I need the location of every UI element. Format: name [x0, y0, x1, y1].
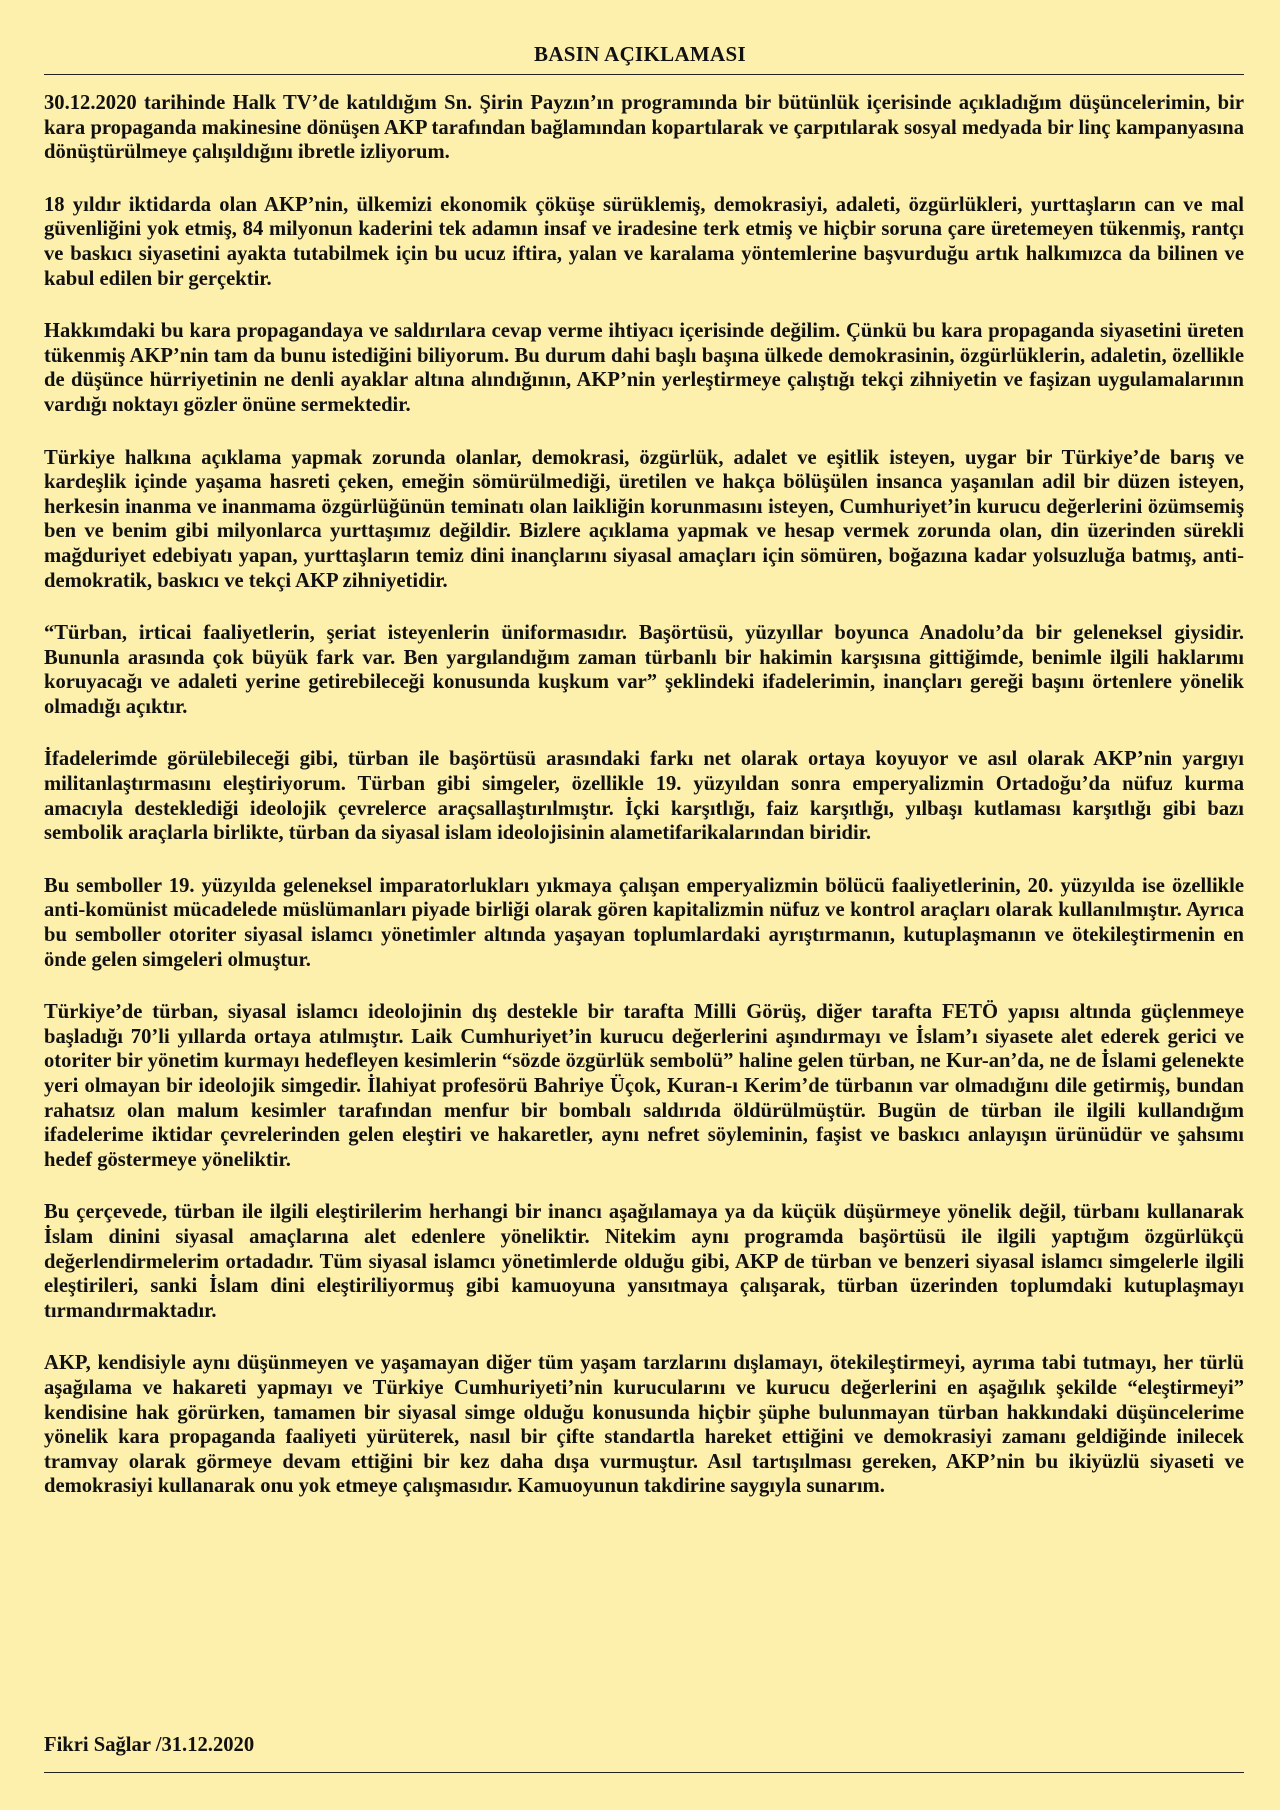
paragraph-5: “Türban, irticai faaliyetlerin, şeriat isteyenlerin üniformasıdır. Başörtüsü, yüzyıllar boyunca Anadolu’da bir geleneksel giysidir. Bununla arasında çok büyük fark var. Ben yargılandığım zaman türbanlı bir hakimin karşısına gittiğimde, benimle ilgili haklarımı koruyacağı ve adaleti yerine getirebileceği konusunda kuşkum var” şeklindeki ifadelerimin, inançları gereği başını örtenlere yönelik olmadığı açıktır. — [44, 622, 1244, 718]
paragraph-8: Türkiye’de türban, siyasal islamcı ideolojinin dış destekle bir tarafta Milli Görüş, diğer tarafta FETÖ yapısı altında güçlenmeye başladığı 70’li yıllarda ortaya atılmıştır. Laik Cumhuriyet’in kurucu değerlerini aşındırmayı ve İslam’ı siyasete alet ederek gerici ve otoriter bir yönetim kurmayı hedefleyen kesimlerin “sözde özgürlük sembolü” haline gelen türban, ne Kur-an’da, ne de İslami gelenekte yeri olmayan bir ideolojik simgedir. İlahiyat profesörü Bahriye Üçok, Kuran-ı Kerim’de türbanın var olmadığını dile getirmiş, bundan rahatsız olan malum kesimler tarafından menfur bir bombalı saldırıda öldürülmüştür. Bugün de türban ile ilgili kullandığım ifadelerime iktidar çevrelerinden gelen eleştiri ve hakaretler, aynı nefret söyleminin, faşist ve baskıcı anlayışın ürünüdür ve şahsımı hedef göstermeye yöneliktir. — [44, 1001, 1244, 1171]
paragraph-10: AKP, kendisiyle aynı düşünmeyen ve yaşamayan diğer tüm yaşam tarzlarını dışlamayı, ötekileştirmeyi, ayrıma tabi tutmayı, her türlü aşağılama ve hakareti yapmayı ve Türkiye Cumhuriyeti’nin kurucularını ve kurucu değerlerini en aşağılık şekilde “eleştirmeyi” kendisine hak görürken, tamamen bir siyasal simge olduğu konusunda hiçbir şüphe bulunmayan türban hakkındaki düşüncelerime yönelik kara propaganda faaliyeti yürüterek, nasıl bir çifte standartla hareket ettiğini ve demokrasiyi zamanı geldiğinde inilecek tramvay olarak görmeye devam ettiğini bir kez daha dışa vurmuştur. Asıl tartışılması gereken, AKP’nin bu ikiyüzlü siyaseti ve demokrasiyi kullanarak onu yok etmeye çalışmasıdır. Kamuoyunun takdirine saygıyla sunarım. — [44, 1352, 1244, 1498]
paragraph-7: Bu semboller 19. yüzyılda geleneksel imparatorlukları yıkmaya çalışan emperyalizmin bölücü faaliyetlerinin, 20. yüzyılda ise özellikle anti-komünist mücadelede müslümanları piyade birliği olarak gören kapitalizmin nüfuz ve kontrol araçları olarak kullanılmıştır. Ayrıca bu semboller otoriter siyasal islamcı yönetimler altında yaşayan toplumlardaki ayrıştırmanın, kutuplaşmanın ve ötekileştirmenin en önde gelen simgeleri olmuştur. — [44, 874, 1244, 971]
paragraph-3: Hakkımdaki bu kara propagandaya ve saldırılara cevap verme ihtiyacı içerisinde değilim. Çünkü bu kara propaganda siyasetini üreten tükenmiş AKP’nin tam da bunu istediğini biliyorum. Bu durum dahi başlı başına ülkede demokrasinin, özgürlüklerin, adaletin, özellikle de düşünce hürriyetinin ne denli ayaklar altına alındığının, AKP’nin yerleştirmeye çalıştığı tekçi zihniyetin ve faşizan uygulamalarının vardığı noktayı gözler önüne sermektedir. — [44, 320, 1244, 416]
paragraph-6: İfadelerimde görülebileceği gibi, türban ile başörtüsü arasındaki farkı net olarak ortaya koyuyor ve asıl olarak AKP’nin yargıyı militanlaştırmasını eleştiriyorum. Türban gibi simgeler, özellikle 19. yüzyıldan sonra emperyalizmin Ortadoğu’da nüfuz kurma amacıyla desteklediği ideolojik çevrelerce araçsallaştırılmıştır. İçki karşıtlığı, faiz karşıtlığı, yılbaşı kutlaması karşıtlığı gibi bazı sembolik araçlarla birlikte, türban da siyasal islam ideolojisinin alametifarikalarından biridir. — [44, 748, 1244, 845]
paragraph-4: Türkiye halkına açıklama yapmak zorunda olanlar, demokrasi, özgürlük, adalet ve eşitlik isteyen, uygar bir Türkiye’de barış ve kardeşlik içinde yaşama hasreti çeken, emeğin sömürülmediği, üretilen ve hakça bölüşülen insanca yaşanılan adil bir düzen isteyen, herkesin inanma ve inanmama özgürlüğünün teminatı olan laikliğin korunmasını isteyen, Cumhuriyet’in kurucu değerlerini özümsemiş ben ve benim gibi milyonlarca yurttaşımız değildir. Bizlere açıklama yapmak ve hesap vermek zorunda olan, din üzerinden sürekli mağduriyet edebiyatı yapan, yurttaşların temiz dini inançlarını siyasal amaçları için sömüren, boğazına kadar yolsuzluğa batmış, anti-demokratik, baskıcı ve tekçi AKP zihniyetidir. — [44, 446, 1244, 592]
signature-line: Fikri Sağlar /31.12.2020 — [44, 1734, 255, 1756]
document-body — [44, 91, 1244, 1527]
title-divider — [44, 74, 1244, 75]
paragraph-9: Bu çerçevede, türban ile ilgili eleştirilerim herhangi bir inancı aşağılamaya ya da küçük düşürmeye yönelik değil, türbanı kullanarak İslam dinini siyasal amaçlarına alet edenlere yöneliktir. Nitekim aynı programda başörtüsü ile ilgili yaptığım özgürlükçü değerlendirmelerim ortadadır. Tüm siyasal islamcı yönetimlerde olduğu gibi, AKP de türban ve benzeri siyasal islamcı simgelerle ilgili eleştirileri, sanki İslam dini eleştiriliyormuş gibi kamuoyuna yansıtmaya çalışarak, türban üzerinden toplumdaki kutuplaşmayı tırmandırmaktadır. — [44, 1201, 1244, 1322]
footer-divider — [44, 1772, 1244, 1773]
paragraph-1: 30.12.2020 tarihinde Halk TV’de katıldığım Sn. Şirin Payzın’ın programında bir bütünlük içerisinde açıkladığım düşüncelerimin, bir kara propaganda makinesine dönüşen AKP tarafından bağlamından kopartılarak ve çarpıtılarak sosyal medyada bir linç kampanyasına dönüştürülmeye çalışıldığını ibretle izliyorum. — [44, 92, 1244, 164]
paragraph-2: 18 yıldır iktidarda olan AKP’nin, ülkemizi ekonomik çöküşe sürüklemiş, demokrasiyi, adaleti, özgürlükleri, yurttaşların can ve mal güvenliğini yok etmiş, 84 milyonun kaderini tek adamın insaf ve iradesine terk etmiş ve hiçbir soruna çare üretemeyen tükenmiş, rantçı ve baskıcı siyasetini ayakta tutabilmek için bu ucuz iftira, yalan ve karalama yöntemlerine başvurduğu artık halkımızca da bilinen ve kabul edilen bir gerçektir. — [44, 193, 1244, 290]
document-title: BASIN AÇIKLAMASI — [534, 42, 746, 66]
